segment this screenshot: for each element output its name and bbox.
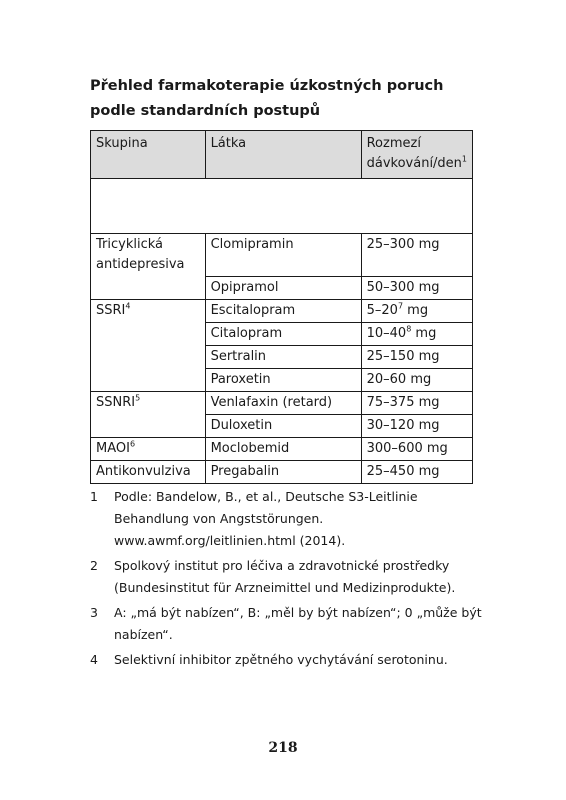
substance-cell: Sertralin <box>205 345 361 368</box>
footnote <box>90 555 490 599</box>
group-cell <box>91 322 206 345</box>
dose-value: 20–60 mg <box>366 371 432 387</box>
dose-cell <box>361 234 472 277</box>
group-cell <box>91 391 206 414</box>
dose-cell <box>361 460 472 483</box>
table-row <box>91 299 473 322</box>
dose-cell <box>361 345 472 368</box>
dosage-table <box>90 130 473 484</box>
footnote-text: Podle: Bandelow, B., et al., Deutsche S3-Leitlinie Behandlung von Angststörungen. www.awmf.org/leitlinien.html (2014). <box>114 489 418 548</box>
dose-value: 5–20 <box>366 302 398 318</box>
dose-value: 25–450 mg <box>366 463 440 479</box>
substance-cell: Escitalopram <box>205 299 361 322</box>
header-dose-ref: 1 <box>461 154 468 164</box>
header-substance: Látka <box>205 131 361 179</box>
dose-unit: mg <box>403 302 429 318</box>
substance-cell: Clomipramin <box>205 234 361 277</box>
substance-cell: Pregabalin <box>205 460 361 483</box>
group-cell <box>91 299 206 322</box>
group-name: Tricyklická antidepresiva <box>96 237 185 272</box>
group-cell <box>91 276 206 299</box>
table-title: Přehled farmakoterapie úzkostných poruch podle standardních postupů <box>90 78 444 119</box>
table-row <box>91 276 473 299</box>
footnote-number: 1 <box>90 489 98 504</box>
header-dose-label: Rozmezí dávkování/den <box>366 136 462 171</box>
dose-cell <box>361 299 472 322</box>
group-name: SSRI <box>96 302 126 318</box>
group-name: MAOI <box>96 440 130 456</box>
group-cell <box>91 437 206 460</box>
dose-cell <box>361 437 472 460</box>
group-ref: 4 <box>125 301 131 311</box>
header-group: Skupina <box>91 131 206 179</box>
group-cell <box>91 234 206 277</box>
dose-value: 50–300 mg <box>366 279 440 295</box>
substance-cell: Paroxetin <box>205 368 361 391</box>
dose-ref: 8 <box>406 324 412 334</box>
group-cell <box>91 460 206 483</box>
footnote-text: A: „má být nabízen“, B: „měl by být nabízen“; 0 „může být nabízen“. <box>114 605 482 642</box>
substance-cell: Citalopram <box>205 322 361 345</box>
substance-cell: Opipramol <box>205 276 361 299</box>
group-ref: 5 <box>135 393 141 403</box>
group-name: Antikonvulziva <box>96 463 191 479</box>
table-row <box>91 414 473 437</box>
footnote-number: 2 <box>90 558 98 573</box>
group-name: SSNRI <box>96 394 136 410</box>
table-row <box>91 234 473 277</box>
footnotes <box>90 486 490 674</box>
group-cell <box>91 414 206 437</box>
substance-cell: Duloxetin <box>205 414 361 437</box>
group-cell <box>91 368 206 391</box>
table-row <box>91 437 473 460</box>
footnote <box>90 649 490 671</box>
dose-value: 25–150 mg <box>366 348 440 364</box>
dose-value: 75–375 mg <box>366 394 440 410</box>
dose-value: 300–600 mg <box>366 440 448 456</box>
dose-value: 30–120 mg <box>366 417 440 433</box>
table-row <box>91 322 473 345</box>
dose-cell <box>361 391 472 414</box>
footnote-number: 3 <box>90 605 98 620</box>
group-cell <box>91 345 206 368</box>
table-row <box>91 345 473 368</box>
table-row <box>91 460 473 483</box>
footnote-text: Selektivní inhibitor zpětného vychytávání serotoninu. <box>114 652 448 667</box>
blank-cell <box>91 179 473 234</box>
footnote <box>90 486 490 552</box>
footnote-number: 4 <box>90 652 98 667</box>
blank-row <box>91 179 473 234</box>
table-row <box>91 368 473 391</box>
table-header-row <box>91 131 473 179</box>
footnote <box>90 602 490 646</box>
page-number: 218 <box>268 740 298 756</box>
dose-cell <box>361 276 472 299</box>
dose-ref: 7 <box>397 301 404 311</box>
dose-unit: mg <box>411 325 437 341</box>
substance-cell: Moclobemid <box>205 437 361 460</box>
substance-cell: Venlafaxin (retard) <box>205 391 361 414</box>
dose-value: 10–40 <box>366 325 407 341</box>
dose-cell <box>361 322 472 345</box>
group-ref: 6 <box>129 439 136 449</box>
dose-cell <box>361 368 472 391</box>
footnote-text: Spolkový institut pro léčiva a zdravotnické prostředky (Bundesinstitut für Arzneimittel und Medizinprodukte). <box>114 558 456 595</box>
dose-cell <box>361 414 472 437</box>
header-dose <box>361 131 472 179</box>
table-row <box>91 391 473 414</box>
dose-value: 25–300 mg <box>366 237 440 252</box>
